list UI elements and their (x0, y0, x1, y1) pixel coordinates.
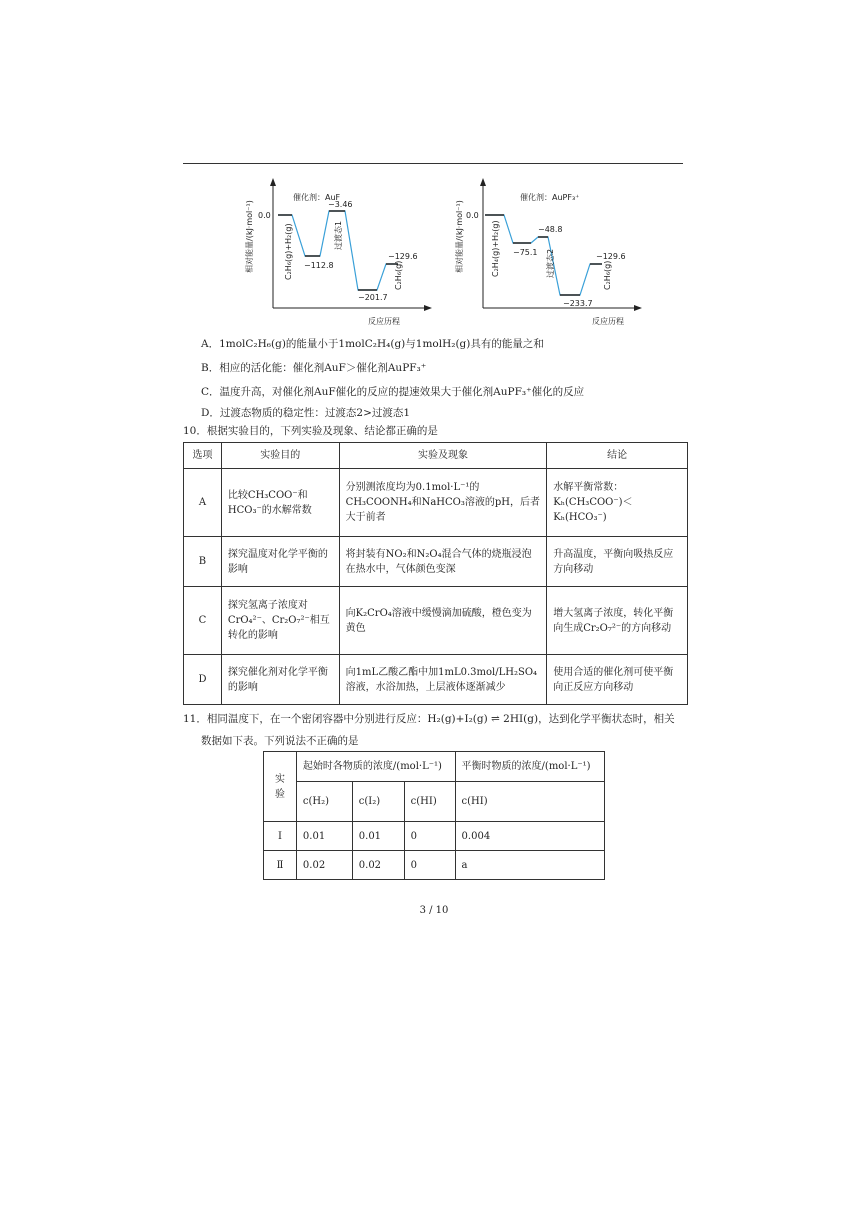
reactant-label: C₂H₄(g)+H₂(g) (491, 220, 500, 277)
x-axis-label: 反应历程 (368, 317, 400, 326)
header-cell: c(I₂) (352, 782, 404, 822)
q9-option-d: D．过渡态物质的稳定性：过渡态2>过渡态1 (201, 407, 411, 419)
energy-value: −129.6 (596, 252, 626, 261)
table-cell: 比较CH₃COO⁻和HCO₃⁻的水解常数 (221, 469, 339, 537)
energy-diagram-auf (240, 178, 440, 328)
product-label: C₂H₆(g) (394, 260, 403, 290)
table-cell: 向K₂CrO₄溶液中缓慢滴加硫酸，橙色变为黄色 (339, 587, 547, 655)
table-cell: 0.02 (296, 851, 352, 880)
energy-value: −201.7 (358, 293, 388, 302)
header-cell: 实验及现象 (339, 443, 547, 469)
table-subheader-row (264, 782, 605, 822)
table-row (184, 469, 688, 537)
page-number: 3 / 10 (419, 905, 449, 916)
table-cell: C (184, 587, 222, 655)
zero-tick-label: 0.0 (258, 211, 271, 220)
header-cell: 选项 (184, 443, 222, 469)
energy-value: −75.1 (513, 248, 538, 257)
energy-value: −48.8 (538, 225, 563, 234)
header-cell: 平衡时物质的浓度/(mol·L⁻¹) (455, 752, 604, 782)
table-cell: 0.01 (352, 822, 404, 851)
table-cell: B (184, 537, 222, 587)
y-axis-label: 相对能量/(kJ·mol⁻¹) (455, 200, 464, 273)
header-cell: c(HI) (404, 782, 455, 822)
energy-value: −129.6 (388, 252, 418, 261)
table-cell: 使用合适的催化剂可使平衡向正反应方向移动 (547, 655, 688, 705)
header-cell: c(HI) (455, 782, 604, 822)
q10-table (183, 442, 688, 705)
catalyst-label: 催化剂：AuF (293, 193, 341, 202)
header-cell: c(H₂) (296, 782, 352, 822)
table-cell: 探究催化剂对化学平衡的影响 (221, 655, 339, 705)
catalyst-label: 催化剂：AuPF₃⁺ (520, 193, 580, 202)
table-cell: Ⅱ (264, 851, 297, 880)
table-cell: 0.01 (296, 822, 352, 851)
table-row (184, 655, 688, 705)
table-cell: A (184, 469, 222, 537)
table-cell: 探究氢离子浓度对CrO₄²⁻、Cr₂O₇²⁻相互转化的影响 (221, 587, 339, 655)
reactant-label: C₂H₆(g)+H₂(g) (284, 223, 293, 280)
table-cell: 0.004 (455, 822, 604, 851)
q11-stem-line2: 数据如下表。下列说法不正确的是 (201, 735, 359, 747)
q11-stem-line1: 11．相同温度下，在一个密闭容器中分别进行反应：H₂(g)+I₂(g) ⇌ 2HI(g)，达到化学平衡状态时，相关 (183, 713, 675, 725)
transition-state-label: 过渡态1 (334, 220, 343, 250)
table-cell: 0 (404, 851, 455, 880)
header-cell: 实验目的 (221, 443, 339, 469)
table-row (184, 587, 688, 655)
table-row (264, 822, 605, 851)
table-cell: D (184, 655, 222, 705)
table-cell: 0.02 (352, 851, 404, 880)
table-header-row (264, 752, 605, 782)
product-label: C₂H₆(g) (603, 260, 612, 290)
header-cell: 起始时各物质的浓度/(mol·L⁻¹) (296, 752, 455, 782)
header-rule (183, 163, 683, 164)
energy-value: −112.8 (304, 261, 334, 270)
table-header-row (184, 443, 688, 469)
table-cell: 将封装有NO₂和N₂O₄混合气体的烧瓶浸泡在热水中，气体颜色变深 (339, 537, 547, 587)
transition-state-label: 过渡态2 (546, 248, 555, 278)
table-row (184, 537, 688, 587)
table-cell: a (455, 851, 604, 880)
energy-diagram-aupf3 (450, 178, 650, 328)
energy-value: −3.46 (328, 200, 353, 209)
header-cell: 实验 (264, 752, 297, 822)
table-cell: Ⅰ (264, 822, 297, 851)
table-cell: 升高温度，平衡向吸热反应方向移动 (547, 537, 688, 587)
q9-option-a: A．1molC₂H₆(g)的能量小于1molC₂H₄(g)与1molH₂(g)具有的能量之和 (201, 338, 544, 350)
table-cell: 增大氢离子浓度，转化平衡向生成Cr₂O₇²⁻的方向移动 (547, 587, 688, 655)
q10-stem: 10．根据实验目的，下列实验及现象、结论都正确的是 (183, 425, 438, 437)
x-axis-label: 反应历程 (592, 317, 624, 326)
table-cell: 向1mL乙酸乙酯中加1mL0.3mol/LH₂SO₄溶液，水浴加热，上层液体逐渐减少 (339, 655, 547, 705)
zero-tick-label: 0.0 (466, 211, 479, 220)
q11-table (263, 751, 605, 880)
header-cell: 结论 (547, 443, 688, 469)
table-cell: 探究温度对化学平衡的影响 (221, 537, 339, 587)
y-axis-label: 相对能量/(kJ·mol⁻¹) (245, 200, 254, 273)
energy-value: −233.7 (563, 299, 593, 308)
table-cell: 0 (404, 822, 455, 851)
q9-option-b: B．相应的活化能：催化剂AuF＞催化剂AuPF₃⁺ (201, 362, 427, 374)
table-cell: 分别测浓度均为0.1mol·L⁻¹的CH₃COONH₄和NaHCO₃溶液的pH，后者大于前者 (339, 469, 547, 537)
table-cell: 水解平衡常数：Kₕ(CH₃COO⁻)＜Kₕ(HCO₃⁻) (547, 469, 688, 537)
table-row (264, 851, 605, 880)
q9-option-c: C．温度升高，对催化剂AuF催化的反应的提速效果大于催化剂AuPF₃⁺催化的反应 (201, 386, 585, 398)
